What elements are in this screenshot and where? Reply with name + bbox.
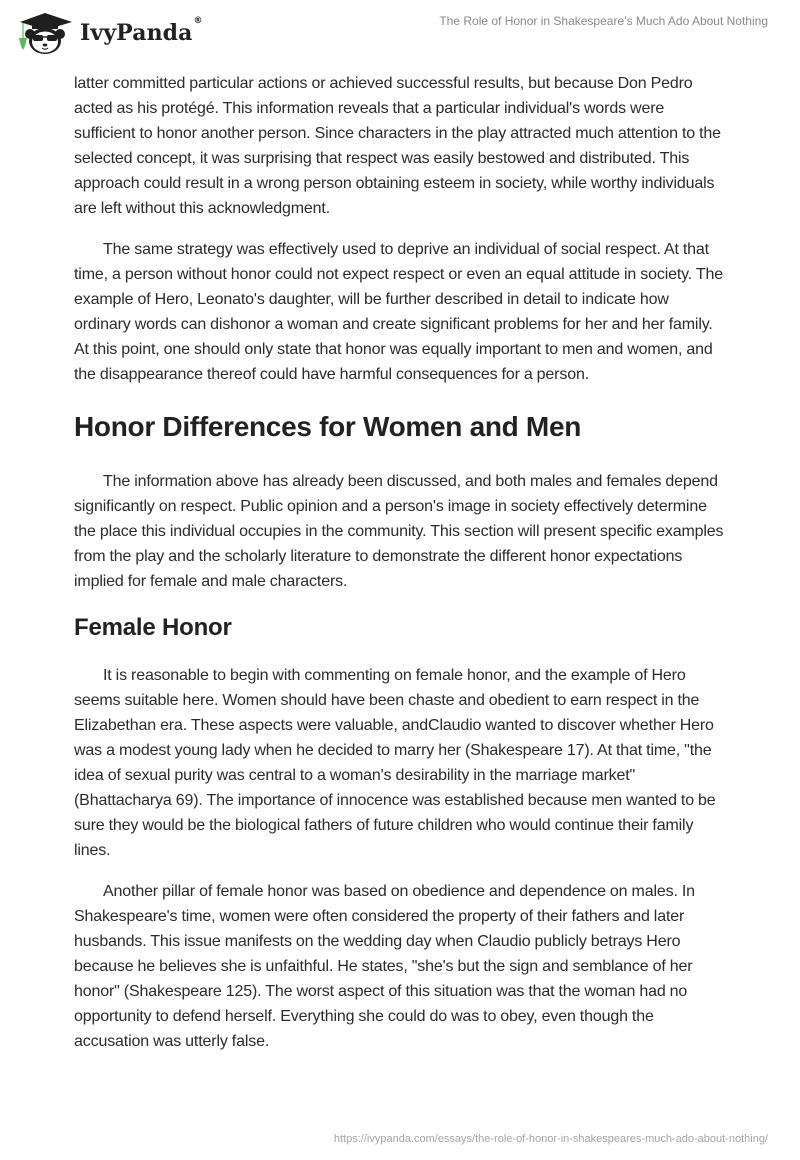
spacer: [74, 643, 726, 663]
spacer: [74, 444, 726, 469]
source-url[interactable]: https://ivypanda.com/essays/the-role-of-honor-in-shakespeares-much-ado-about-nothing/: [333, 1133, 768, 1145]
paragraph: It is reasonable to begin with commenting on female honor, and the example of Hero seems suitable here. Women should have been chaste and obedient to earn respect in the Elizabethan era. These aspects were valuable, andClaudio wanted to discover whether Hero was a modest young lady when he decided to marry her (Shakespeare 17). At that time, "the idea of sexual purity was central to a woman's desirability in the marriage market" (Bhattacharya 69). The importance of innocence was established because men wanted to be sure they would be the biological fathers of future children who would continue their family lines.: [74, 667, 716, 859]
spacer: [74, 387, 726, 410]
page-header: [0, 0, 800, 60]
spacer: [74, 221, 726, 237]
document-title: The Role of Honor in Shakespeare’s Much Ado About Nothing: [439, 14, 768, 28]
panda-graduate-icon: [16, 8, 76, 54]
paragraph: The information above has already been discussed, and both males and females depend significantly on respect. Public opinion and a person's image in society effectively determine the place this individual occupies in the community. This section will present specific examples from the play and the scholarly literature to demonstrate the different honor expectations implied for female and male characters.: [74, 473, 724, 590]
brand-name: IvyPanda: [80, 20, 193, 46]
subsection-heading: Female Honor: [74, 614, 232, 641]
paragraph: latter committed particular actions or achieved successful results, but because Don Pedro acted as his protégé. This information reveals that a particular individual's words were sufficient to honor another person. Since characters in the play attracted much attention to the selected concept, it was surprising that respect was easily bestowed and distributed. This approach could result in a wrong person obtaining esteem in society, while worthy individuals are left without this acknowledgment.: [74, 75, 721, 217]
spacer: [74, 863, 726, 879]
section-heading: Honor Differences for Women and Men: [74, 411, 582, 442]
paragraph: Another pillar of female honor was based on obedience and dependence on males. In Shakespeare's time, women were often considered the property of their fathers and later husbands. This issue manifests on the wedding day when Claudio publicly betrays Hero because he believes she is unfaithful. He states, "she's but the sign and semblance of her honor" (Shakespeare 125). The worst aspect of this situation was that the woman had no opportunity to defend herself. Everything she could do was to obey, even though the accusation was utterly false.: [74, 883, 695, 1050]
paragraph: The same strategy was effectively used to deprive an individual of social respect. At that time, a person without honor could not expect respect or even an equal attitude in society. The example of Hero, Leonato's daughter, will be further described in detail to indicate how ordinary words can dishonor a woman and create significant problems for her and her family. At this point, one should only state that honor was equally important to men and women, and the disappearance thereof could have harmful consequences for a person.: [74, 241, 724, 383]
essay-content: [74, 71, 726, 1054]
spacer: [74, 594, 726, 613]
registered-mark: ®: [193, 16, 203, 26]
brand-logo[interactable]: [16, 8, 203, 54]
